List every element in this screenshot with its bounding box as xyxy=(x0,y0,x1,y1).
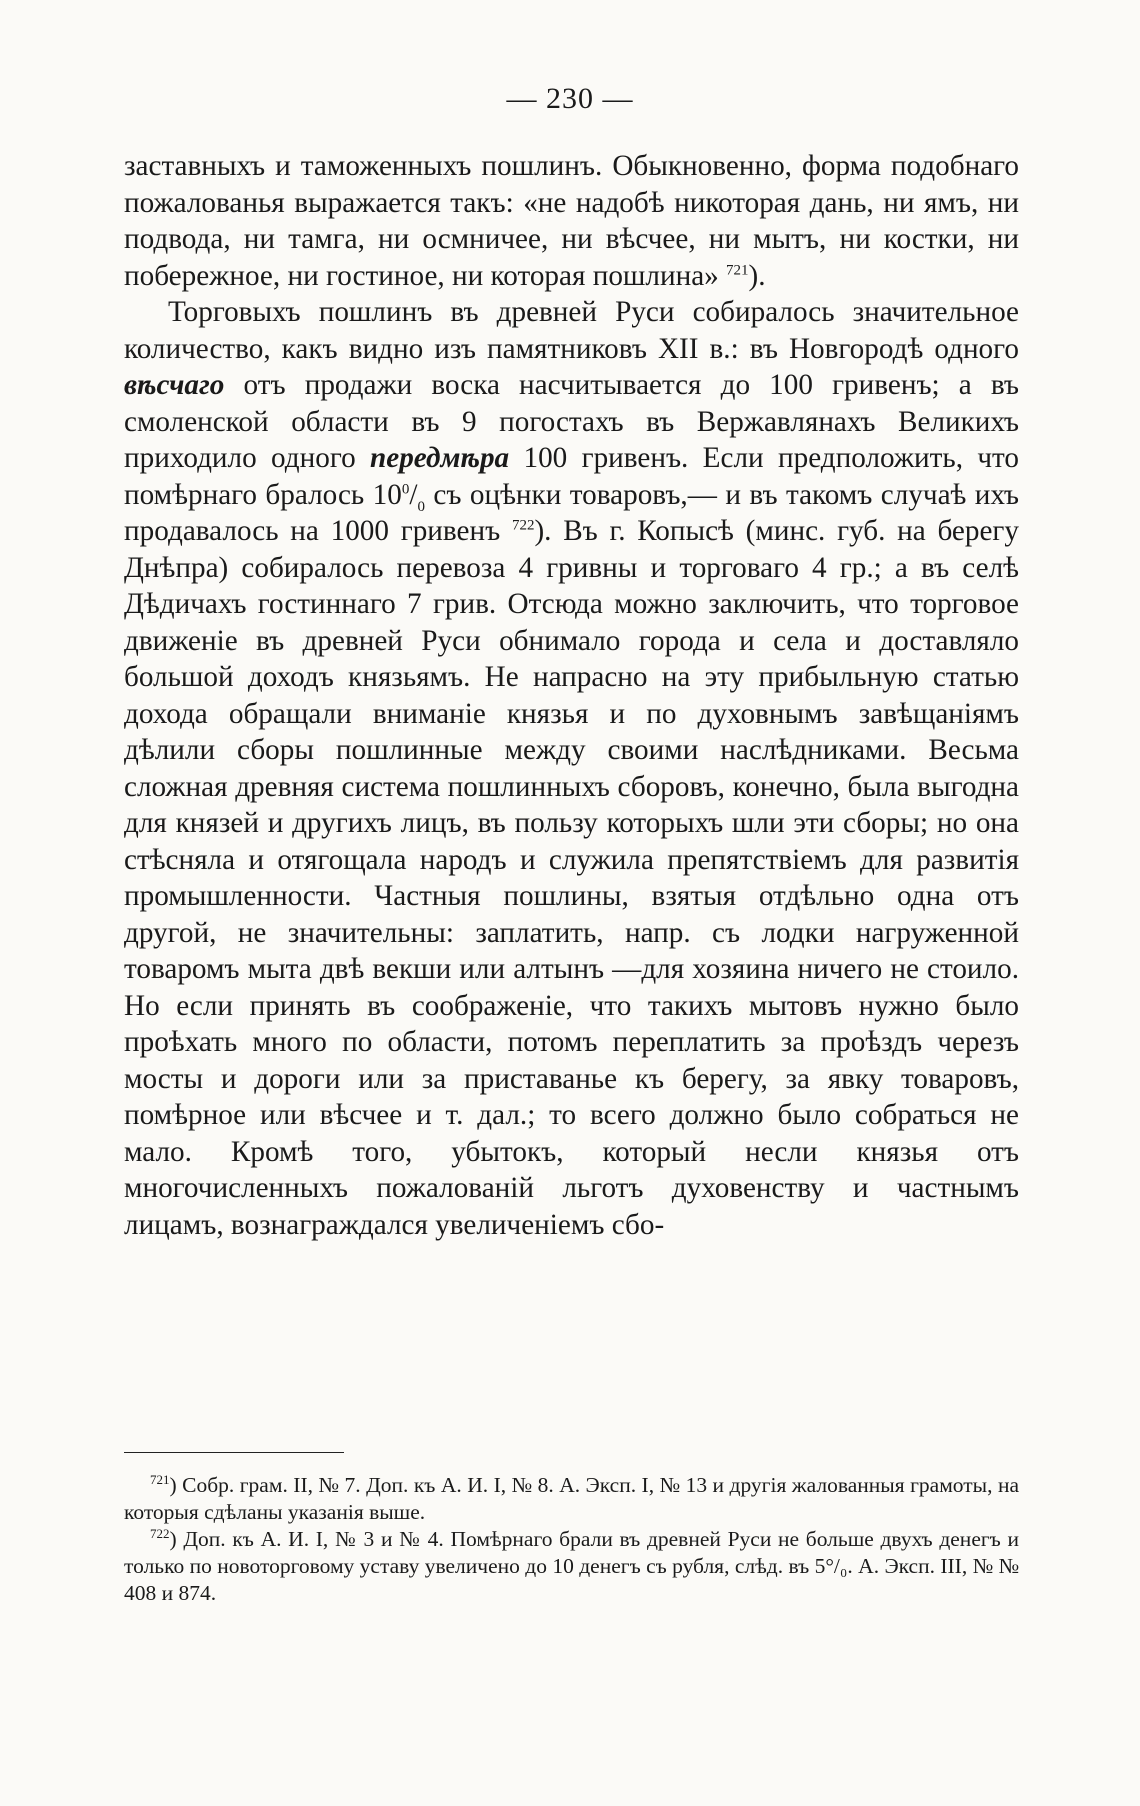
footnote-ref-721[interactable]: 721 xyxy=(726,261,749,278)
main-text xyxy=(124,148,1019,1243)
paragraph-2-part-b: отъ продажи воска насчитывается до 100 гривенъ; а въ смоленской области въ 9 погостахъ въ Вержавлянахъ Великихъ приходило одного xyxy=(124,369,1020,474)
paragraph-2-part-a: Торговыхъ пошлинъ въ древней Руси собиралось значительное количество, какъ видно изъ памятниковъ XII в.: въ Новгородѣ одного xyxy=(124,296,1019,365)
paragraph-2-part-d: съ оцѣнки товаровъ,— и въ такомъ случаѣ ихъ продавалось на 1000 гривенъ xyxy=(124,478,1019,547)
footnote-721 xyxy=(124,1472,1019,1526)
percent-sup: 0 xyxy=(401,480,410,497)
paragraph-1-tail: ). xyxy=(748,259,766,292)
paragraph-2 xyxy=(124,294,1019,1243)
percent-slash: / xyxy=(409,478,418,511)
footnote-722-percent: °/₀ xyxy=(825,1554,848,1578)
paragraph-1 xyxy=(124,148,1019,294)
percent-sub: 0 xyxy=(417,498,425,515)
footnote-721-text: ) Собр. грам. II, № 7. Доп. къ А. И. I, № 8. А. Эксп. I, № 13 и другія жалованныя грамоты, на которыя сдѣланы указанія выше. xyxy=(124,1473,1019,1524)
page-number: — 230 — xyxy=(506,82,634,115)
footnote-722-text-b: . А. Эксп. III, № № 408 и 874. xyxy=(124,1554,1019,1605)
footnote-722 xyxy=(124,1526,1019,1607)
footnote-divider xyxy=(124,1452,344,1453)
term-vesschago: вѣсчаго xyxy=(124,369,225,401)
paragraph-2-part-c: 100 гривенъ. Если предположить, что помѣрнаго бралось 10 xyxy=(124,442,1019,511)
footnote-number-722: 722 xyxy=(150,1525,170,1541)
footnote-number-721: 721 xyxy=(150,1471,170,1487)
footnote-ref-722[interactable]: 722 xyxy=(511,517,535,534)
footnotes xyxy=(124,1472,1019,1607)
paragraph-2-part-e: ). Въ г. Копысѣ (минс. губ. на берегу Днѣпра) собиралось перевоза 4 гривны и торговаго 4 гр.; а въ селѣ Дѣдичахъ гостиннаго 7 грив. Отсюда можно заключить, что торговое движеніе въ древней Руси обнимало города и села и доставляло большой доходъ князьямъ. Не напрасно на эту прибыльную статью дохода обращали вниманіе князья и по духовнымъ завѣщаніямъ дѣлили сборы пошлинные между своими наслѣдниками. Весьма сложная древняя система пошлинныхъ сборовъ, конечно, была выгодна для князей и другихъ лицъ, въ пользу которыхъ шли эти сборы; но она стѣсняла и отягощала народъ и служила препятствіемъ для развитія промышленности. Частныя пошлины, взятыя отдѣльно одна отъ другой, не значительны: заплатить, напр. съ лодки нагруженной товаромъ мыта двѣ векши или алтынъ —для хозяина ничего не стоило. Но если принять въ соображеніе, что такихъ мытовъ нужно было проѣхать много по области, потомъ переплатить за проѣздъ черезъ мосты и дороги или за приставанье къ берегу, за явку товаровъ, помѣрное или вѣсчее и т. дал.; то всего должно было собраться не мало. Кромѣ того, убытокъ, который несли князья отъ многочисленныхъ пожалованій льготъ духовенству и частнымъ лицамъ, вознаграждался увеличеніемъ сбо- xyxy=(124,515,1020,1241)
footnote-722-text-a: ) Доп. къ А. И. I, № 3 и № 4. Помѣрнаго брали въ древней Руси не больше двухъ денегъ и только по новоторговому уставу увеличено до 10 денегъ съ рубля, слѣд. въ 5 xyxy=(124,1527,1019,1578)
paragraph-1-text: заставныхъ и таможенныхъ пошлинъ. Обыкновенно, форма подобнаго пожалованья выражается такъ: «не надобѣ никоторая дань, ни ямъ, ни подвода, ни тамга, ни осмничее, ни вѣсчее, ни мытъ, ни костки, ни побережное, ни гостиное, ни которая пошлина» xyxy=(124,150,1019,292)
term-peredmera: передмѣра xyxy=(370,442,510,474)
